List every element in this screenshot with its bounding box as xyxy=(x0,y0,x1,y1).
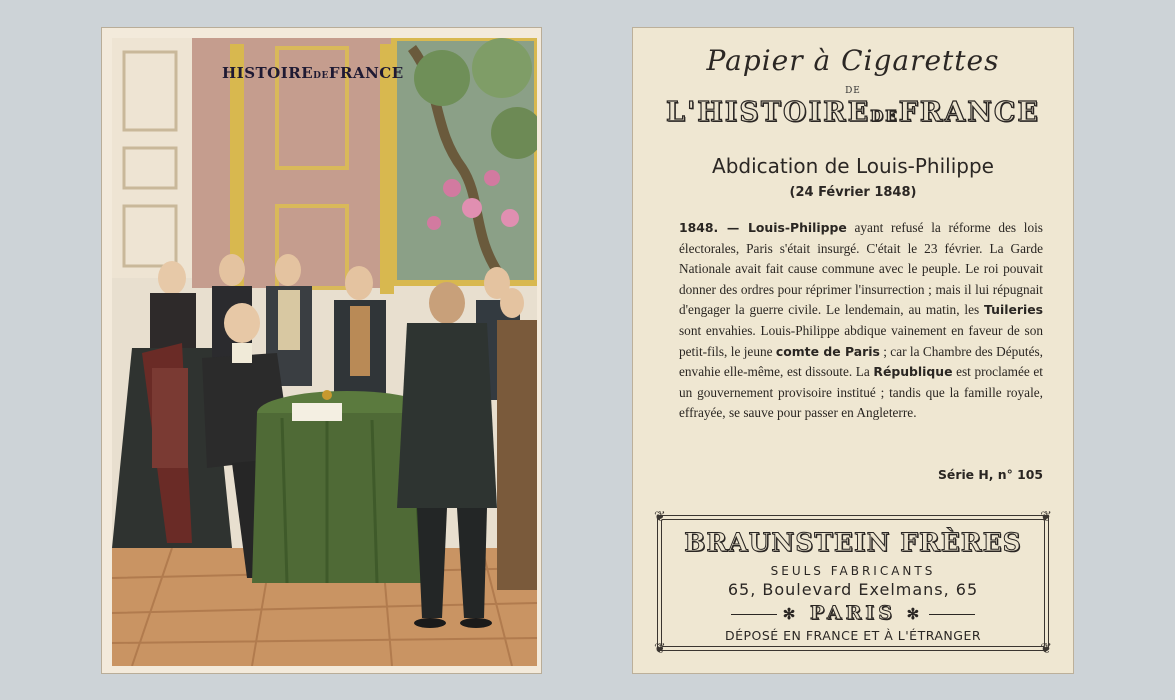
front-title-histoire: HISTOIRE xyxy=(222,64,314,82)
brand-de: DE xyxy=(845,86,861,96)
body-seg: République xyxy=(873,364,953,380)
series-title xyxy=(633,97,1073,128)
body-seg: ; car la Chambre des Députés, envahie elle-même, est dissoute. La xyxy=(679,343,1043,380)
series-title-histoire: L'HISTOIRE xyxy=(666,97,871,128)
corner-ornament-icon: ❦ xyxy=(654,509,666,525)
depose-notice: DÉPOSÉ EN FRANCE ET À L'ÉTRANGER xyxy=(724,628,982,643)
body-seg: Louis-Philippe xyxy=(748,220,847,235)
card-body-text xyxy=(679,218,1043,424)
front-card xyxy=(101,27,542,674)
corner-ornament-icon: ❦ xyxy=(1040,641,1052,657)
divider xyxy=(731,614,777,615)
card-heading: Abdication de Louis-Philippe xyxy=(712,154,994,178)
body-seg: Tuileries xyxy=(984,302,1043,318)
body-seg: 1848. — xyxy=(679,220,748,235)
series-title-de: DE xyxy=(870,107,899,125)
maker-name: BRAUNSTEIN FRÈRES xyxy=(684,528,1022,557)
star-icon: ✻ xyxy=(782,605,800,623)
maker-address: 65, Boulevard Exelmans, 65 xyxy=(727,580,979,599)
back-card xyxy=(632,27,1074,674)
series-title-france: FRANCE xyxy=(898,97,1040,128)
front-title xyxy=(222,64,402,82)
brand-title: Papier à Cigarettes xyxy=(706,44,1000,77)
front-title-de: DE xyxy=(313,71,329,81)
maker-subtitle: SEULS FABRICANTS xyxy=(770,564,936,578)
maker-frame xyxy=(654,509,1052,657)
divider xyxy=(929,614,975,615)
body-seg: sont envahies. Louis-Philippe abdique vainement en faveur de son petit-fils, le jeune xyxy=(679,322,1043,359)
illustration-abdication-scene xyxy=(112,38,537,666)
body-seg: comte de Paris xyxy=(775,343,880,359)
corner-ornament-icon: ❦ xyxy=(1040,509,1052,525)
maker-city-row xyxy=(658,602,1048,624)
body-seg: ayant refusé la réforme des lois électorales, Paris s'était insurgé. C'était le 23 février. La Garde Nationale avait fait cause commune avec le peuple. Le roi pouvait donner des ordres pour réprimer l'insurrection ; mais il lui répugnait d'engager la guerre civile. Le lendemain, au matin, les xyxy=(679,220,1043,318)
front-title-france: FRANCE xyxy=(328,64,404,82)
corner-ornament-icon: ❦ xyxy=(654,641,666,657)
maker-city: PARIS xyxy=(809,602,897,624)
body-seg: est proclamée et un gouvernement provisoire institué ; tandis que la famille royale, effrayée, se sauve pour passer en Angleterre. xyxy=(679,364,1043,421)
star-icon: ✻ xyxy=(906,605,924,623)
serie-number: Série H, n° 105 xyxy=(938,467,1043,482)
card-date: (24 Février 1848) xyxy=(789,185,917,200)
